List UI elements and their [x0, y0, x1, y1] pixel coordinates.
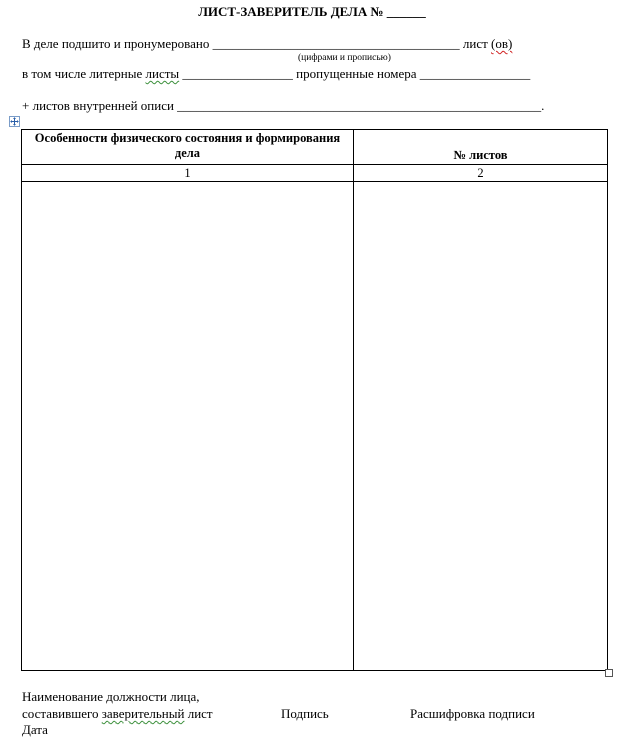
- footer-signature: Подпись: [281, 706, 329, 721]
- letter-pages-rest: _________________ пропущенные номера _________________: [179, 66, 531, 81]
- column-number-1: 1: [22, 165, 354, 182]
- move-arrows-icon[interactable]: [9, 116, 20, 127]
- footer-position-line2: [22, 706, 213, 722]
- footer-position-prefix: составившего: [22, 706, 102, 721]
- column-number-2: 2: [354, 165, 608, 182]
- table-column-numbers-row: [22, 165, 608, 182]
- condition-table: [21, 129, 608, 671]
- pages-count-hint: (цифрами и прописью): [298, 53, 391, 63]
- footer-position-word: заверительный: [101, 706, 185, 721]
- resize-square-icon[interactable]: [605, 669, 613, 677]
- pages-count-line: [22, 36, 512, 52]
- table-body-row: [22, 182, 608, 671]
- header-condition: Особенности физического состояния и формирования дела: [22, 130, 354, 165]
- letter-pages-line: [22, 66, 530, 82]
- letter-pages-word: листы: [145, 66, 180, 81]
- page-numbers-cell[interactable]: [354, 182, 608, 671]
- letter-pages-prefix: в том числе литерные: [22, 66, 146, 81]
- inventory-pages-line: + листов внутренней описи ________________________________________________________.: [22, 98, 545, 113]
- footer-position-line1: Наименование должности лица,: [22, 689, 200, 704]
- pages-count-text: В деле подшито и пронумеровано ______________________________________ лист: [22, 36, 492, 51]
- document-title: ЛИСТ-ЗАВЕРИТЕЛЬ ДЕЛА № ______: [198, 4, 426, 19]
- header-page-numbers: № листов: [354, 130, 608, 165]
- condition-cell[interactable]: [22, 182, 354, 671]
- pages-count-suffix: (ов): [491, 36, 513, 51]
- footer-date: Дата: [22, 722, 48, 737]
- footer-signature-decoding: Расшифровка подписи: [410, 706, 535, 721]
- footer-position-suffix: лист: [184, 706, 213, 721]
- table-header-row: [22, 130, 608, 165]
